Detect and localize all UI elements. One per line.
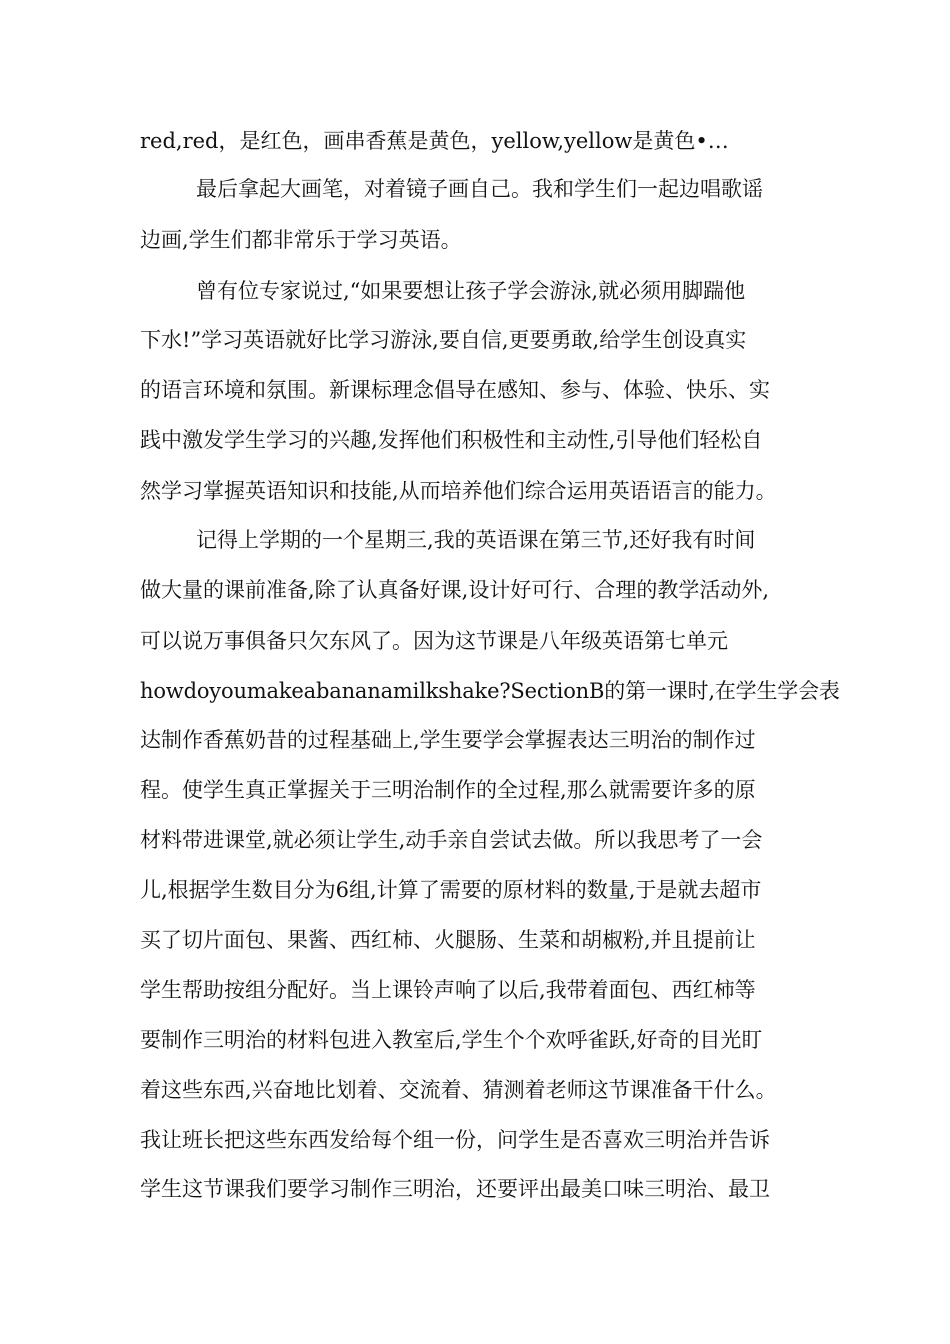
paragraph-first-line: 曾有位专家说过,“如果要想让孩子学会游泳,就必须用脚踹他 [196,279,746,303]
text-line: 践中激发学生学习的兴趣,发挥他们积极性和主动性,引导他们轻松自 [140,428,763,452]
text-line: 要制作三明治的材料包进入教室后,学生个个欢呼雀跃,好奇的目光盯 [140,1028,763,1052]
text-line: 我让班长把这些东西发给每个组一份，问学生是否喜欢三明治并告诉 [140,1128,770,1152]
paragraph-first-line: 记得上学期的一个星期三,我的英语课在第三节,还好我有时间 [196,528,756,552]
text-line: 做大量的课前准备,除了认真备好课,设计好可行、合理的教学活动外, [140,578,770,602]
text-line: 程。使学生真正掌握关于三明治制作的全过程,那么就需要许多的原 [140,778,756,802]
paragraph-first-line: 最后拿起大画笔，对着镜子画自己。我和学生们一起边唱歌谣 [196,177,763,201]
text-line: red,red，是红色，画串香蕉是黄色，yellow,yellow是黄色•… [140,129,729,153]
text-line: 买了切片面包、果酱、西红柿、火腿肠、生菜和胡椒粉,并且提前让 [140,928,756,952]
text-line: 学生帮助按组分配好。当上课铃声响了以后,我带着面包、西红柿等 [140,978,756,1002]
text-line: 然学习掌握英语知识和技能,从而培养他们综合运用英语语言的能力。 [140,479,777,503]
text-line: 可以说万事俱备只欠东风了。因为这节课是八年级英语第七单元 [140,629,728,653]
text-line: 学生这节课我们要学习制作三明治，还要评出最美口味三明治、最卫 [140,1177,770,1201]
text-line: 材料带进课堂,就必须让学生,动手亲自尝试去做。所以我思考了一会 [140,828,763,852]
text-line: 边画,学生们都非常乐于学习英语。 [140,228,462,252]
text-line: howdoyoumakeabananamilkshake?SectionB的第一课时,在学生学会表 [140,679,840,703]
text-line: 达制作香蕉奶昔的过程基础上,学生要学会掌握表达三明治的制作过 [140,728,756,752]
text-line: 下水!”学习英语就好比学习游泳,要自信,更要勇敢,给学生创设真实 [140,328,747,352]
text-line: 的语言环境和氛围。新课标理念倡导在感知、参与、体验、快乐、实 [140,378,770,402]
text-line: 儿,根据学生数目分为6组,计算了需要的原材料的数量,于是就去超市 [140,878,762,902]
text-line: 着这些东西,兴奋地比划着、交流着、猜测着老师这节课准备干什么。 [140,1078,777,1102]
